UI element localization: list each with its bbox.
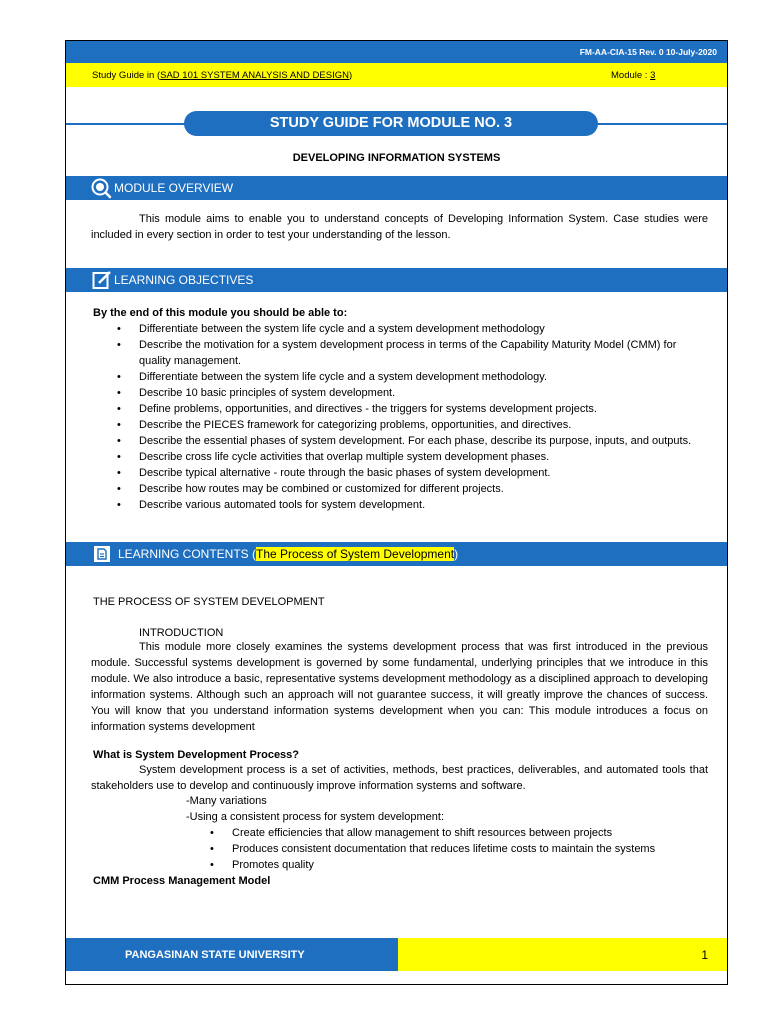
list-item: • Describe various automated tools for system development. <box>139 497 708 513</box>
list-item: • Create efficiencies that allow management to shift resources between projects <box>232 825 708 841</box>
list-item: • Describe the PIECES framework for categorizing problems, opportunities, and directives. <box>139 417 708 433</box>
footer-page-bar <box>398 938 727 971</box>
list-item: • Describe how routes may be combined or customized for different projects. <box>139 481 708 497</box>
form-code: FM-AA-CIA-15 Rev. 0 10-July-2020 <box>579 47 717 57</box>
variation-2: -Using a consistent process for system development: <box>186 811 445 823</box>
cmm-heading: CMM Process Management Model <box>93 875 271 887</box>
module-overview-heading: MODULE OVERVIEW <box>114 181 234 195</box>
what-is-text: System development process is a set of activities, methods, best practices, deliverables, and automated tools that stakeholders use to develop and continuously improve information systems and software. <box>91 764 708 792</box>
list-item: • Differentiate between the system life cycle and a system development methodology <box>139 321 708 337</box>
learning-contents-bar <box>66 542 727 566</box>
introduction-text: This module more closely examines the systems development process that was first introduced in the previous module. Successful systems development is governed by some fundamental, underlying principles that we introduce in this module. We also introduce a basic, representative systems development methodology as a disciplined approach to developing information systems. Although such an approach will not guarantee success, it will greatly improve the chances of success. You will know that you understand information systems development when you can: This module introduces a focus on information systems development <box>91 641 708 733</box>
process-section-title: THE PROCESS OF SYSTEM DEVELOPMENT <box>93 596 325 608</box>
list-item: • Produces consistent documentation that reduces lifetime costs to maintain the systems <box>232 841 708 857</box>
process-benefits-list <box>232 825 708 873</box>
list-item: • Differentiate between the system life cycle and a system development methodology. <box>139 369 708 385</box>
list-item: • Define problems, opportunities, and directives - the triggers for systems development projects. <box>139 401 708 417</box>
introduction-heading: INTRODUCTION <box>139 627 224 639</box>
page-title: STUDY GUIDE FOR MODULE NO. 3 <box>184 111 598 136</box>
list-item: • Describe 10 basic principles of system development. <box>139 385 708 401</box>
course-name: SAD 101 SYSTEM ANALYSIS AND DESIGN <box>160 70 349 81</box>
overview-text: This module aims to enable you to understand concepts of Developing Information System. Case studies were included in every section in order to test your understanding of the lesson. <box>91 213 708 241</box>
objectives-list <box>139 321 708 513</box>
study-guide-bar <box>66 63 727 87</box>
list-item: • Describe typical alternative - route through the basic phases of system development. <box>139 465 708 481</box>
module-overview-bar <box>66 176 727 200</box>
variation-1: -Many variations <box>186 795 267 807</box>
list-item: • Describe cross life cycle activities that overlap multiple system development phases. <box>139 449 708 465</box>
learning-objectives-heading: LEARNING OBJECTIVES <box>114 273 254 287</box>
university-name: PANGASINAN STATE UNIVERSITY <box>125 949 305 961</box>
list-item: • Promotes quality <box>232 857 708 873</box>
page-number: 1 <box>701 948 708 962</box>
module-label: Module : 3 <box>611 70 656 81</box>
footer-university-bar <box>66 938 398 971</box>
objectives-intro: By the end of this module you should be able to: <box>93 307 348 319</box>
edit-icon <box>92 270 112 290</box>
contents-topic: The Process of System Development <box>256 547 455 561</box>
form-code-bar <box>66 41 727 63</box>
learning-objectives-bar <box>66 268 727 292</box>
list-item: • Describe the motivation for a system development process in terms of the Capability Maturity Model (CMM) for quality management. <box>139 337 708 369</box>
what-is-heading: What is System Development Process? <box>93 749 300 761</box>
module-subtitle: DEVELOPING INFORMATION SYSTEMS <box>292 152 501 164</box>
document-icon <box>93 545 111 563</box>
study-guide-label: Study Guide in (SAD 101 SYSTEM ANALYSIS AND DESIGN) <box>92 70 353 81</box>
module-number: 3 <box>650 70 656 81</box>
list-item: • Describe the essential phases of system development. For each phase, describe its purpose, inputs, and outputs. <box>139 433 708 449</box>
learning-contents-heading: LEARNING CONTENTS (The Process of System Development) <box>118 547 459 561</box>
search-icon <box>90 177 112 199</box>
